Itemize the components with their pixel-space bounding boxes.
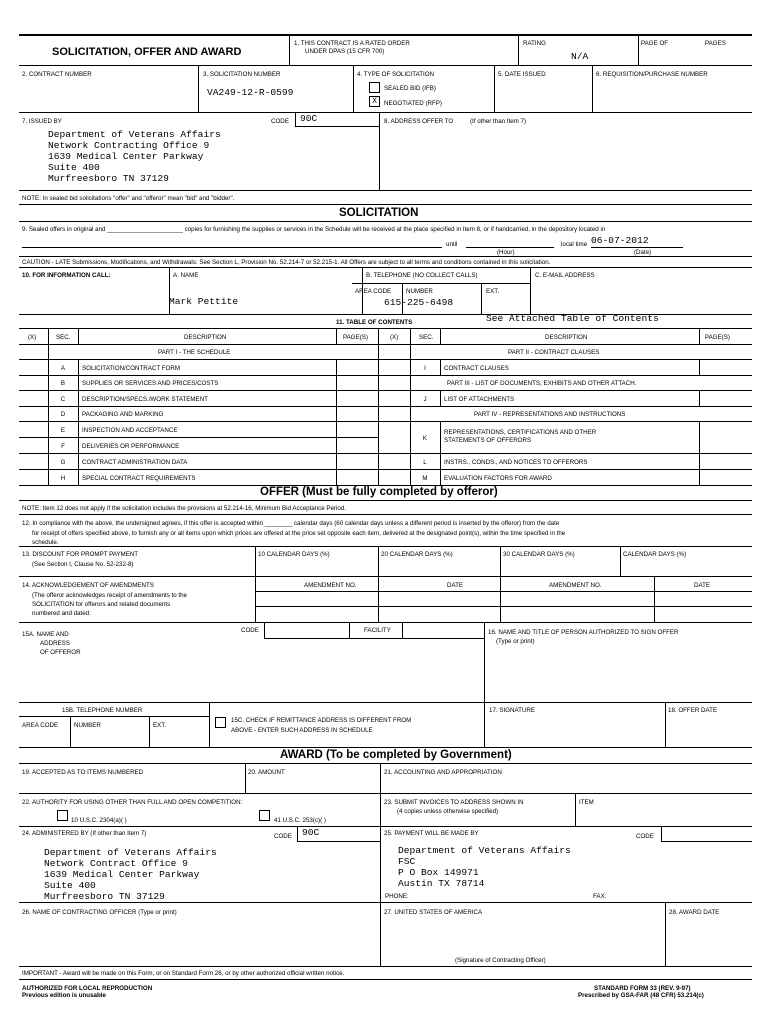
date-col-1: DATE [447, 582, 464, 589]
remittance-line-2: ABOVE - ENTER SUCH ADDRESS IN SCHEDULE [231, 727, 373, 734]
payment-fax-label: FAX: [593, 893, 607, 900]
info-call-label: 10. FOR INFORMATION CALL: [22, 272, 111, 279]
pages-label: PAGES [705, 40, 726, 47]
remittance-checkbox[interactable] [215, 717, 226, 728]
toc-desc-header-right: DESCRIPTION [545, 334, 588, 341]
offeror-number: NUMBER [74, 722, 101, 729]
toc-desc-d: PACKAGING AND MARKING [82, 411, 164, 418]
ack-line-1: (The offeror acknowledges receipt of amendments to the [32, 592, 188, 599]
prescribed-by: Prescribed by GSA-FAR (48 CFR) 53.214(c) [578, 992, 704, 999]
rated-order-label: 1. THIS CONTRACT IS A RATED ORDER [294, 40, 410, 47]
admin-address-2: Network Contract Office 9 [44, 858, 188, 869]
toc-sec-header-right: SEC. [419, 334, 434, 341]
discount-10-days: 10 CALENDAR DAYS (%) [258, 551, 330, 558]
administered-code-label: CODE [274, 833, 292, 840]
contact-name: Mark Pettite [169, 296, 239, 307]
invoice-item-label: ITEM [579, 799, 594, 806]
amendment-no-col-1: AMENDMENT NO. [304, 582, 357, 589]
toc-x-header-left: (X) [28, 334, 37, 341]
auth-local-reproduction: AUTHORIZED FOR LOCAL REPRODUCTION [22, 985, 153, 992]
offeror-ext: EXT. [153, 722, 167, 729]
toc-title: 11. TABLE OF CONTENTS [336, 319, 413, 326]
due-date: 06-07-2012 [591, 235, 649, 246]
discount-ref: (See Section I, Clause No. 52-232-8) [32, 561, 134, 568]
signature-officer-label: (Signature of Contracting Officer) [455, 957, 546, 964]
name-address-label-1: 15A. NAME AND [22, 631, 69, 638]
toc-sec-d: D [60, 411, 66, 418]
number-label: NUMBER [406, 288, 433, 295]
toc-desc-i: CONTRACT CLAUSES [444, 365, 509, 372]
toc-sec-h: H [60, 475, 66, 482]
toc-sec-m: M [422, 475, 428, 482]
toc-sec-g: G [60, 459, 66, 466]
negotiated-label: NEGOTIATED (RFP) [384, 100, 442, 107]
admin-address-3: 1639 Medical Center Parkway [44, 869, 200, 880]
auth-person-label: 16. NAME AND TITLE OF PERSON AUTHORIZED TO SIGN OFFER [488, 629, 679, 636]
admin-address-5: Murfreesboro TN 37129 [44, 891, 165, 902]
date-col-2: DATE [694, 582, 711, 589]
address-offer-hint: (If other than Item 7) [470, 118, 527, 125]
payment-address-3: P O Box 149971 [398, 867, 479, 878]
usc-41-label: 41 U.S.C. 253(c)( ) [274, 817, 326, 824]
address-offer-label: 8. ADDRESS OFFER TO [384, 118, 454, 125]
accounting-label: 21. ACCOUNTING AND APPROPRIATION [384, 769, 502, 776]
toc-desc-e: INSPECTION AND ACCEPTANCE [82, 427, 178, 434]
rating-label: RATING [523, 40, 546, 47]
contact-name-label: A. NAME [173, 272, 199, 279]
date-issued-label: 5. DATE ISSUED [498, 71, 546, 78]
administered-by-label: 24. ADMINISTERED BY (If other than Item 7) [22, 830, 147, 837]
toc-sec-c: C [60, 396, 66, 403]
toc-part4: PART IV - REPRESENTATIONS AND INSTRUCTIONS [474, 411, 626, 418]
ack-line-2: SOLICITATION for offerors and related documents [32, 601, 171, 608]
signature-label: 17. SIGNATURE [489, 707, 535, 714]
contact-phone: 615-225-6498 [384, 297, 454, 308]
rated-order-sub: UNDER DPAS (15 CFR 700) [305, 48, 385, 55]
offeror-code-label: CODE [241, 627, 259, 634]
toc-sec-l: L [423, 459, 427, 466]
accepted-items-label: 19. ACCEPTED AS TO ITEMS NUMBERED [22, 769, 144, 776]
solicitation-heading: SOLICITATION [339, 207, 419, 219]
contract-number-label: 2. CONTRACT NUMBER [22, 71, 92, 78]
item12-line2: for receipt of offers specified above, to furnish any or all items upon which prices are offered at the price set opposite each item, delivered at the designated point(s), within the time specified in the [32, 530, 566, 537]
payment-address-1: Department of Veterans Affairs [398, 845, 571, 856]
toc-sec-b: B [60, 380, 66, 387]
rating-value: N/A [571, 51, 589, 62]
discount-calendar-days: CALENDAR DAYS (%) [623, 551, 687, 558]
solicitation-number-label: 3. SOLICITATION NUMBER [203, 71, 281, 78]
award-heading: AWARD (To be completed by Government) [280, 749, 512, 761]
area-code-label: AREA CODE [355, 288, 392, 295]
toc-part2: PART II - CONTRACT CLAUSES [508, 349, 600, 356]
facility-label: FACILITY [364, 627, 391, 634]
name-address-label-3: OF OFFEROR [40, 649, 81, 656]
caution-text: CAUTION - LATE Submissions, Modifications, and Withdrawals: See Section L, Provision No. 52.214-7 or 52.215-1. All Offers are subject to all terms and conditions contained in this solicitation. [22, 259, 551, 266]
usc-10-label: 10 U.S.C. 2304(a)( ) [71, 817, 127, 824]
email-label: C. E-MAIL ADDRESS [535, 272, 595, 279]
toc-desc-c: DESCRIPTION/SPECS./WORK STATEMENT [82, 396, 208, 403]
payment-by-label: 25. PAYMENT WILL BE MADE BY [384, 830, 479, 837]
toc-sec-header-left: SEC. [56, 334, 71, 341]
toc-desc-l: INSTRS., CONDS., AND NOTICES TO OFFERORS [444, 459, 588, 466]
hour-label: (Hour) [497, 249, 515, 256]
admin-address-4: Suite 400 [44, 880, 96, 891]
submit-invoices-sub: (4 copies unless otherwise specified) [397, 808, 499, 815]
sealed-bid-checkbox[interactable] [369, 82, 380, 93]
contracting-officer-label: 26. NAME OF CONTRACTING OFFICER (Type or print) [22, 909, 177, 916]
toc-pages-header-left: PAGE(S) [343, 334, 368, 341]
item12-line1: 12. In compliance with the above, the undersigned agrees, if this offer is accepted within ________ calendar days (60 calendar days unless a different period is inserted by the offeror) from the date [22, 520, 560, 527]
ext-label: EXT. [486, 288, 500, 295]
offer-heading: OFFER (Must be fully completed by offeror) [260, 486, 498, 498]
remittance-line-1: 15C. CHECK IF REMITTANCE ADDRESS IS DIFFERENT FROM [231, 717, 412, 724]
toc-desc-f: DELIVERIES OR PERFORMANCE [82, 443, 180, 450]
toc-desc-k-1: REPRESENTATIONS, CERTIFICATIONS AND OTHER [444, 429, 597, 436]
name-address-label-2: ADDRESS [40, 640, 70, 647]
solicitation-number: VA249-12-R-0599 [207, 87, 294, 98]
amount-label: 20. AMOUNT [248, 769, 285, 776]
toc-desc-a: SOLICITATION/CONTRACT FORM [82, 365, 180, 372]
telephone-label: B. TELEPHONE (NO COLLECT CALLS) [366, 272, 478, 279]
top-border [19, 34, 752, 36]
auth-person-type-print: (Type or print) [496, 638, 535, 645]
issued-by-label: 7. ISSUED BY [22, 118, 62, 125]
form-title: SOLICITATION, OFFER AND AWARD [52, 46, 242, 58]
toc-desc-m: EVALUATION FACTORS FOR AWARD [444, 475, 552, 482]
usc-10-checkbox[interactable] [57, 810, 68, 821]
issued-address-5: Murfreesboro TN 37129 [48, 173, 169, 184]
authority-label: 22. AUTHORITY FOR USING OTHER THAN FULL AND OPEN COMPETITION: [22, 799, 243, 806]
toc-sec-f: F [61, 443, 65, 450]
award-date-label: 28. AWARD DATE [669, 909, 720, 916]
note-bid: NOTE: In sealed bid solicitations "offer" and "offeror" mean "bid" and "bidder". [22, 195, 235, 202]
ack-amendments-label: 14. ACKNOWLEDGEMENT OF AMENDMENTS [22, 582, 154, 589]
toc-desc-k-2: STATEMENTS OF OFFERORS [444, 437, 532, 444]
offeror-telephone-label: 15B. TELEPHONE NUMBER [62, 707, 143, 714]
previous-edition: Previous edition is unusable [22, 992, 106, 999]
payment-address-4: Austin TX 78714 [398, 878, 485, 889]
discount-label: 13. DISCOUNT FOR PROMPT PAYMENT [22, 551, 139, 558]
toc-sec-j: J [423, 396, 427, 403]
submit-invoices-label: 23. SUBMIT INVOICES TO ADDRESS SHOWN IN [384, 799, 524, 806]
toc-sec-k: K [422, 435, 428, 442]
type-of-solicitation-label: 4. TYPE OF SOLICITATION [357, 71, 435, 78]
important-note: IMPORTANT - Award will be made on this Form, or on Standard Form 26, or by other authorized official written notice. [22, 970, 345, 977]
toc-part3: PART III - LIST OF DOCUMENTS, EXHIBITS AND OTHER ATTACH. [447, 380, 637, 387]
discount-30-days: 30 CALENDAR DAYS (%) [503, 551, 575, 558]
toc-x-header-right: (X) [390, 334, 399, 341]
ack-line-3: numbered and dated: [32, 610, 91, 617]
issued-code: 90C [300, 113, 318, 124]
toc-sec-e: E [60, 427, 66, 434]
page-of-label: PAGE OF [641, 40, 669, 47]
admin-address-1: Department of Veterans Affairs [44, 847, 217, 858]
administered-code: 90C [302, 827, 320, 838]
toc-desc-b: SUPPLIES OR SERVICES AND PRICES/COSTS [82, 380, 219, 387]
negotiated-checkbox[interactable]: X [369, 96, 380, 107]
toc-pages-header-right: PAGE(S) [705, 334, 730, 341]
date-label: (Date) [634, 249, 652, 256]
toc-desc-g: CONTRACT ADMINISTRATION DATA [82, 459, 188, 466]
note-item12: NOTE: Item 12 does not apply if the solicitation includes the provisions at 52.214-16, Minimum Bid Acceptance Period. [22, 505, 346, 512]
payment-code-label: CODE [636, 833, 654, 840]
toc-desc-h: SPECIAL CONTRACT REQUIREMENTS [82, 475, 196, 482]
offeror-area-code: AREA CODE [22, 722, 59, 729]
toc-note: See Attached Table of Contents [486, 313, 659, 324]
issued-address-3: 1639 Medical Center Parkway [48, 151, 204, 162]
local-time-label: local time [561, 241, 588, 248]
payment-address-2: FSC [398, 856, 416, 867]
issued-address-1: Department of Veterans Affairs [48, 129, 221, 140]
issued-code-label: CODE [271, 118, 289, 125]
toc-desc-header-left: DESCRIPTION [184, 334, 227, 341]
usa-label: 27. UNITED STATES OF AMERICA [384, 909, 483, 916]
sealed-bid-label: SEALED BID (IFB) [384, 85, 436, 92]
issued-address-4: Suite 400 [48, 162, 100, 173]
payment-phone-label: PHONE: [385, 893, 409, 900]
toc-sec-i: I [424, 365, 426, 372]
standard-form-number: STANDARD FORM 33 (REV. 9-97) [594, 985, 691, 992]
amendment-no-col-2: AMENDMENT NO. [549, 582, 602, 589]
usc-41-checkbox[interactable] [259, 810, 270, 821]
item12-line3: schedule. [32, 539, 59, 546]
until-label: until [446, 241, 458, 248]
item9-text: 9. Sealed offers in original and ______________________ copies for furnishing the supplies or services in the Schedule will be received at the place specified in Item 8, or if handcarried, in the depository located in [22, 226, 606, 233]
issued-address-2: Network Contracting Office 9 [48, 140, 210, 151]
discount-20-days: 20 CALENDAR DAYS (%) [381, 551, 453, 558]
toc-sec-a: A [60, 365, 66, 372]
toc-desc-j: LIST OF ATTACHMENTS [444, 396, 515, 403]
offer-date-label: 18. OFFER DATE [668, 707, 718, 714]
requisition-label: 6. REQUISITION/PURCHASE NUMBER [596, 71, 708, 78]
toc-part1: PART I - THE SCHEDULE [158, 349, 231, 356]
